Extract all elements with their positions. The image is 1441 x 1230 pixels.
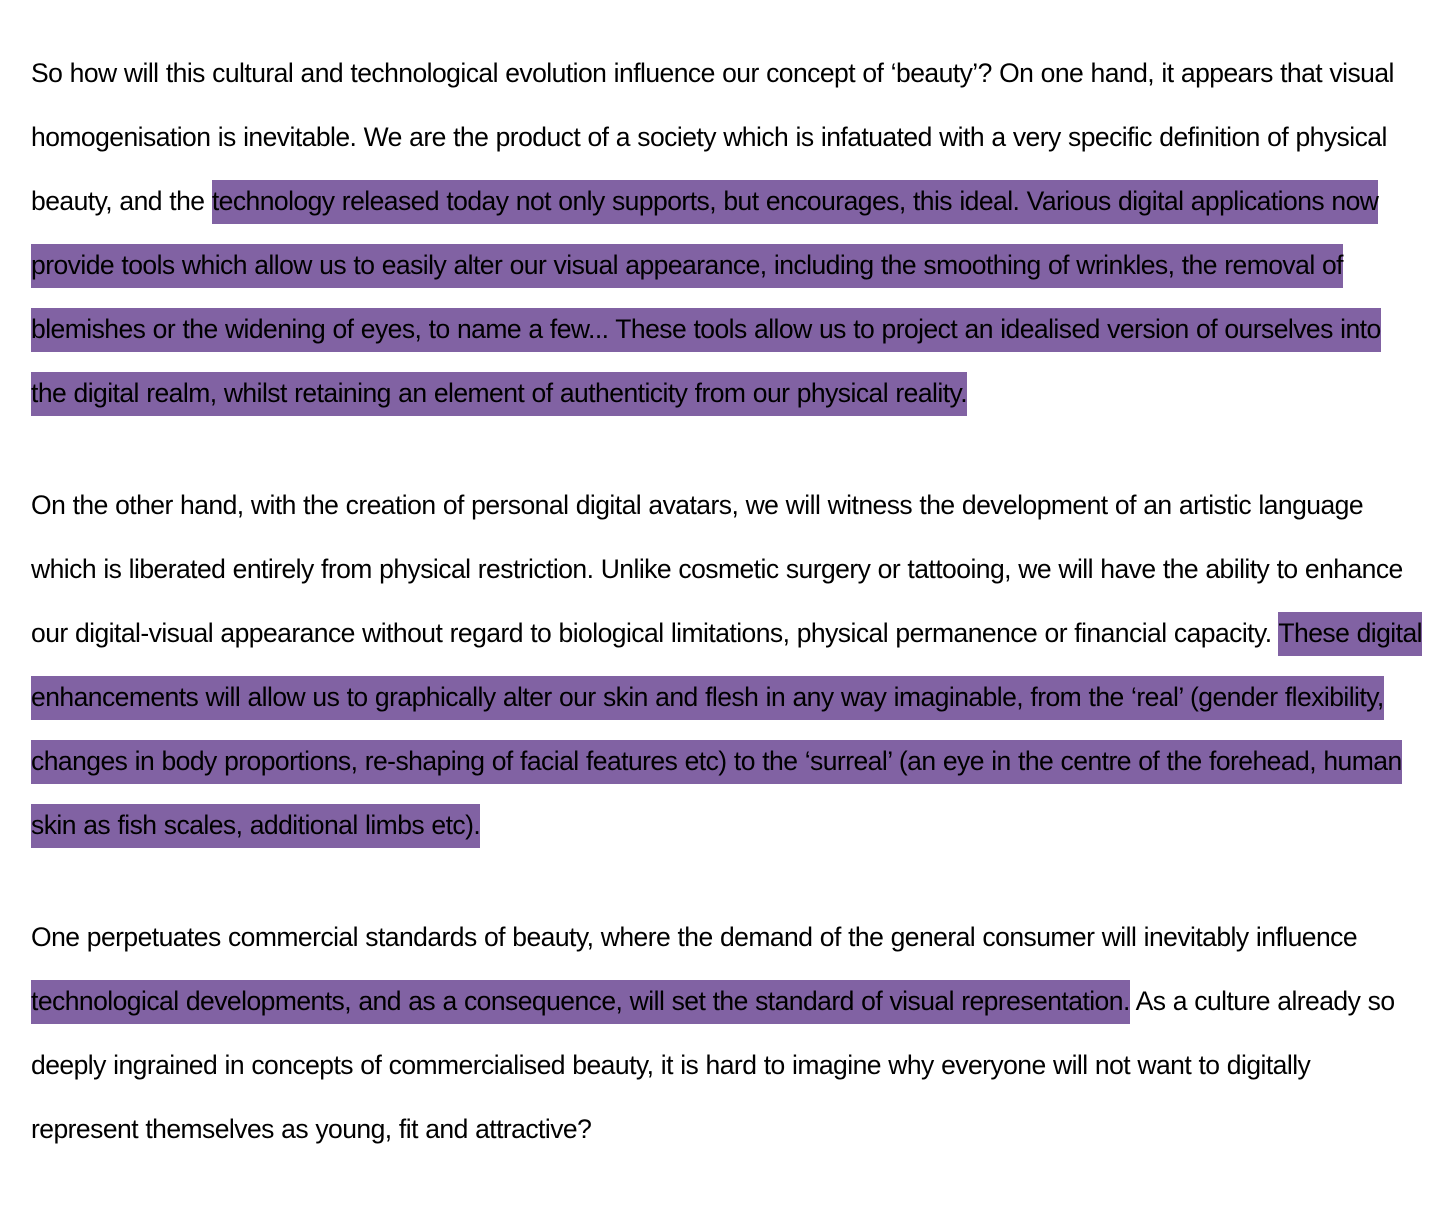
paragraph-2 [31,473,1423,857]
paragraph-1 [31,41,1423,425]
highlighted-passage-2[interactable]: These digital enhancements will allow us to graphically alter our skin and flesh in any way imaginable, from the ‘real’ (gender flexibility, changes in body proportions, re-shaping of facial features etc) to the ‘surreal’ (an eye in the centre of the forehead, human skin as fish scales, additional limbs etc). [31,612,1422,848]
paragraph-3 [31,905,1423,1161]
highlighted-passage-3[interactable]: technological developments, and as a consequence, will set the standard of visual representation. [31,980,1130,1024]
paragraph-3-text-end: As a culture already so deeply ingrained in concepts of commercialised beauty, it is hard to imagine why everyone will not want to digitally represent themselves as young, fit and attractive? [31,986,1395,1144]
paragraph-3-text-start: One perpetuates commercial standards of beauty, where the demand of the general consumer will inevitably influence [31,922,1358,952]
highlighted-passage-1[interactable]: technology released today not only supports, but encourages, this ideal. Various digital applications now provide tools which allow us to easily alter our visual appearance, including the smoothing of wrinkles, the removal of blemishes or the widening of eyes, to name a few... These tools allow us to project an idealised version of ourselves into the digital realm, whilst retaining an element of authenticity from our physical reality. [31,180,1381,416]
paragraph-1-text: So how will this cultural and technological evolution influence our concept of ‘beauty’? On one hand, it appears that visual homogenisation is inevitable. We are the product of a society which is infatuated with a very specific definition of physical beauty, and the [31,58,1394,216]
paragraph-2-text: On the other hand, with the creation of personal digital avatars, we will witness the development of an artistic language which is liberated entirely from physical restriction. Unlike cosmetic surgery or tattooing, we will have the ability to enhance our digital-visual appearance without regard to biological limitations, physical permanence or financial capacity. [31,490,1403,648]
